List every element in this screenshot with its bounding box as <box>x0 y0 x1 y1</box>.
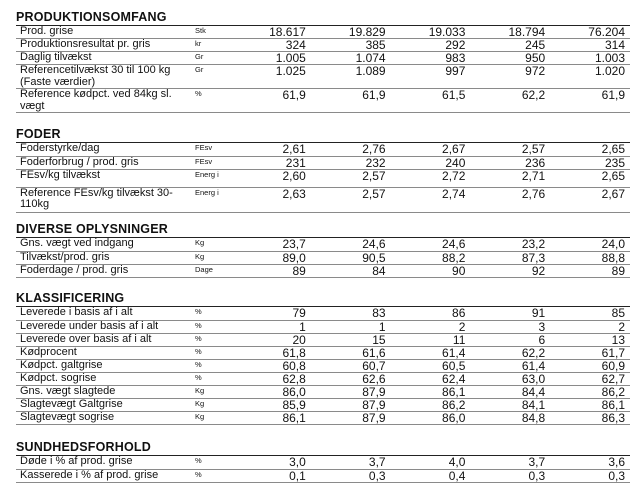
row-value: 0,3 <box>470 469 550 482</box>
row-unit: % <box>191 320 231 333</box>
row-value: 2,65 <box>550 169 630 187</box>
row-value: 60,7 <box>311 359 391 372</box>
table-row <box>16 456 630 469</box>
data-table <box>16 238 630 278</box>
row-value: 63,0 <box>470 372 550 385</box>
row-value: 61,5 <box>391 89 471 113</box>
row-value: 950 <box>470 52 550 65</box>
row-value: 89 <box>550 264 630 277</box>
row-value: 87,3 <box>470 251 550 264</box>
row-value: 2,74 <box>391 187 471 212</box>
row-value: 0,4 <box>391 469 471 482</box>
row-label: Foderstyrke/dag <box>16 143 191 156</box>
table-row <box>16 187 630 212</box>
row-value: 19.033 <box>391 26 471 39</box>
row-value: 24,6 <box>391 238 471 251</box>
section-produktionsomfang <box>16 10 630 113</box>
row-value: 236 <box>470 156 550 169</box>
row-value: 1.020 <box>550 65 630 89</box>
table-row <box>16 264 630 277</box>
row-value: 87,9 <box>311 385 391 398</box>
row-unit: kr <box>191 39 231 52</box>
table-row <box>16 238 630 251</box>
row-value: 61,9 <box>311 89 391 113</box>
table-row <box>16 156 630 169</box>
row-value: 86,1 <box>231 411 311 424</box>
row-label: Daglig tilvækst <box>16 52 191 65</box>
row-value: 89 <box>231 264 311 277</box>
row-value: 15 <box>311 333 391 346</box>
row-value: 2,72 <box>391 169 471 187</box>
row-value: 3,7 <box>311 456 391 469</box>
table-row <box>16 89 630 113</box>
row-label: Prod. grise <box>16 26 191 39</box>
row-value: 3,6 <box>550 456 630 469</box>
row-value: 86,1 <box>391 385 471 398</box>
row-unit: % <box>191 89 231 113</box>
section-title: KLASSIFICERING <box>16 291 630 307</box>
section-sundhedsforhold <box>16 440 630 483</box>
row-value: 2,65 <box>550 143 630 156</box>
row-value: 3 <box>470 320 550 333</box>
row-value: 60,9 <box>550 359 630 372</box>
row-value: 86,2 <box>550 385 630 398</box>
row-value: 235 <box>550 156 630 169</box>
section-foder <box>16 127 630 213</box>
row-unit: Stk <box>191 26 231 39</box>
row-value: 2,76 <box>470 187 550 212</box>
row-value: 0,1 <box>231 469 311 482</box>
table-row <box>16 469 630 482</box>
row-value: 11 <box>391 333 471 346</box>
row-value: 983 <box>391 52 471 65</box>
row-value: 62,2 <box>470 346 550 359</box>
row-value: 86,3 <box>550 411 630 424</box>
row-value: 61,4 <box>391 346 471 359</box>
row-value: 18.617 <box>231 26 311 39</box>
row-value: 23,7 <box>231 238 311 251</box>
row-value: 245 <box>470 39 550 52</box>
row-unit: Energ i <box>191 169 231 187</box>
row-label: Produktionsresultat pr. gris <box>16 39 191 52</box>
table-row <box>16 346 630 359</box>
row-unit: % <box>191 456 231 469</box>
row-label: Døde i % af prod. grise <box>16 456 191 469</box>
row-value: 292 <box>391 39 471 52</box>
row-value: 314 <box>550 39 630 52</box>
row-label: Kasserede i % af prod. grise <box>16 469 191 482</box>
row-value: 84 <box>311 264 391 277</box>
row-unit: Kg <box>191 398 231 411</box>
table-row <box>16 320 630 333</box>
table-row <box>16 52 630 65</box>
row-unit: Kg <box>191 238 231 251</box>
row-unit: % <box>191 469 231 482</box>
row-value: 84,4 <box>470 385 550 398</box>
row-value: 91 <box>470 307 550 320</box>
table-row <box>16 398 630 411</box>
data-table <box>16 26 630 113</box>
row-value: 2,60 <box>231 169 311 187</box>
row-value: 61,6 <box>311 346 391 359</box>
row-value: 86,2 <box>391 398 471 411</box>
row-label: Kødprocent <box>16 346 191 359</box>
table-row <box>16 307 630 320</box>
row-value: 84,1 <box>470 398 550 411</box>
row-label: Foderforbrug / prod. gris <box>16 156 191 169</box>
section-title: PRODUKTIONSOMFANG <box>16 10 630 26</box>
row-label: FEsv/kg tilvækst <box>16 169 191 187</box>
row-value: 19.829 <box>311 26 391 39</box>
row-unit: Kg <box>191 385 231 398</box>
table-row <box>16 411 630 424</box>
row-value: 2,67 <box>550 187 630 212</box>
row-value: 92 <box>470 264 550 277</box>
row-unit: % <box>191 307 231 320</box>
row-value: 2,71 <box>470 169 550 187</box>
row-value: 61,4 <box>470 359 550 372</box>
row-value: 61,8 <box>231 346 311 359</box>
row-label: Kødpct. sogrise <box>16 372 191 385</box>
row-label: Tilvækst/prod. gris <box>16 251 191 264</box>
row-value: 24,0 <box>550 238 630 251</box>
table-row <box>16 26 630 39</box>
row-value: 0,3 <box>550 469 630 482</box>
row-value: 60,5 <box>391 359 471 372</box>
row-value: 0,3 <box>311 469 391 482</box>
row-value: 2,76 <box>311 143 391 156</box>
row-value: 62,7 <box>550 372 630 385</box>
row-value: 324 <box>231 39 311 52</box>
row-value: 2,57 <box>311 169 391 187</box>
row-value: 60,8 <box>231 359 311 372</box>
row-value: 62,8 <box>231 372 311 385</box>
row-value: 1 <box>231 320 311 333</box>
row-unit: Gr <box>191 65 231 89</box>
row-unit: % <box>191 333 231 346</box>
row-value: 2 <box>391 320 471 333</box>
table-row <box>16 333 630 346</box>
row-value: 232 <box>311 156 391 169</box>
row-value: 76.204 <box>550 26 630 39</box>
row-value: 61,9 <box>231 89 311 113</box>
row-value: 62,6 <box>311 372 391 385</box>
row-label: Gns. vægt ved indgang <box>16 238 191 251</box>
row-unit: % <box>191 359 231 372</box>
row-value: 24,6 <box>311 238 391 251</box>
row-unit: Energ i <box>191 187 231 212</box>
row-label: Kødpct. galtgrise <box>16 359 191 372</box>
row-value: 1.089 <box>311 65 391 89</box>
row-value: 18.794 <box>470 26 550 39</box>
row-value: 79 <box>231 307 311 320</box>
row-label: Leverede under basis af i alt <box>16 320 191 333</box>
data-table <box>16 143 630 213</box>
row-value: 2,61 <box>231 143 311 156</box>
section-diverse-oplysninger <box>16 222 630 278</box>
row-value: 87,9 <box>311 411 391 424</box>
row-value: 87,9 <box>311 398 391 411</box>
row-label: Leverede i basis af i alt <box>16 307 191 320</box>
row-value: 2,63 <box>231 187 311 212</box>
row-value: 231 <box>231 156 311 169</box>
row-value: 90,5 <box>311 251 391 264</box>
row-value: 89,0 <box>231 251 311 264</box>
row-value: 62,2 <box>470 89 550 113</box>
row-label: Slagtevægt Galtgrise <box>16 398 191 411</box>
row-value: 84,8 <box>470 411 550 424</box>
row-value: 88,2 <box>391 251 471 264</box>
table-row <box>16 169 630 187</box>
row-value: 83 <box>311 307 391 320</box>
table-row <box>16 65 630 89</box>
table-row <box>16 143 630 156</box>
row-value: 385 <box>311 39 391 52</box>
row-label: Reference kødpct. ved 84kg sl. vægt <box>16 89 191 113</box>
row-value: 2,67 <box>391 143 471 156</box>
row-value: 2,57 <box>470 143 550 156</box>
table-row <box>16 372 630 385</box>
row-value: 6 <box>470 333 550 346</box>
row-value: 3,0 <box>231 456 311 469</box>
table-row <box>16 385 630 398</box>
section-klassificering <box>16 291 630 425</box>
row-value: 240 <box>391 156 471 169</box>
row-unit: Kg <box>191 251 231 264</box>
row-unit: FEsv <box>191 143 231 156</box>
table-row <box>16 359 630 372</box>
row-label: Reference FEsv/kg tilvækst 30-110kg <box>16 187 191 212</box>
data-table <box>16 307 630 425</box>
row-value: 86 <box>391 307 471 320</box>
row-unit: FEsv <box>191 156 231 169</box>
row-unit: Dage <box>191 264 231 277</box>
row-unit: % <box>191 346 231 359</box>
row-value: 1.074 <box>311 52 391 65</box>
row-unit: % <box>191 372 231 385</box>
row-value: 86,0 <box>231 385 311 398</box>
row-value: 1.003 <box>550 52 630 65</box>
row-value: 23,2 <box>470 238 550 251</box>
row-value: 997 <box>391 65 471 89</box>
section-title: SUNDHEDSFORHOLD <box>16 440 630 456</box>
row-label: Referencetilvækst 30 til 100 kg (Faste værdier) <box>16 65 191 89</box>
row-value: 2,57 <box>311 187 391 212</box>
row-value: 4,0 <box>391 456 471 469</box>
row-label: Slagtevægt sogrise <box>16 411 191 424</box>
row-value: 85 <box>550 307 630 320</box>
section-title: DIVERSE OPLYSNINGER <box>16 222 630 238</box>
table-row <box>16 251 630 264</box>
row-value: 2 <box>550 320 630 333</box>
row-value: 1.025 <box>231 65 311 89</box>
row-unit: Kg <box>191 411 231 424</box>
row-value: 90 <box>391 264 471 277</box>
row-value: 62,4 <box>391 372 471 385</box>
row-value: 13 <box>550 333 630 346</box>
row-value: 1.005 <box>231 52 311 65</box>
row-value: 1 <box>311 320 391 333</box>
row-value: 61,9 <box>550 89 630 113</box>
row-value: 3,7 <box>470 456 550 469</box>
row-value: 61,7 <box>550 346 630 359</box>
table-row <box>16 39 630 52</box>
section-title: FODER <box>16 127 630 143</box>
row-label: Leverede over basis af i alt <box>16 333 191 346</box>
row-value: 85,9 <box>231 398 311 411</box>
row-label: Foderdage / prod. gris <box>16 264 191 277</box>
row-value: 86,0 <box>391 411 471 424</box>
data-table <box>16 456 630 483</box>
row-value: 20 <box>231 333 311 346</box>
row-label: Gns. vægt slagtede <box>16 385 191 398</box>
row-unit: Gr <box>191 52 231 65</box>
row-value: 972 <box>470 65 550 89</box>
row-value: 88,8 <box>550 251 630 264</box>
row-value: 86,1 <box>550 398 630 411</box>
